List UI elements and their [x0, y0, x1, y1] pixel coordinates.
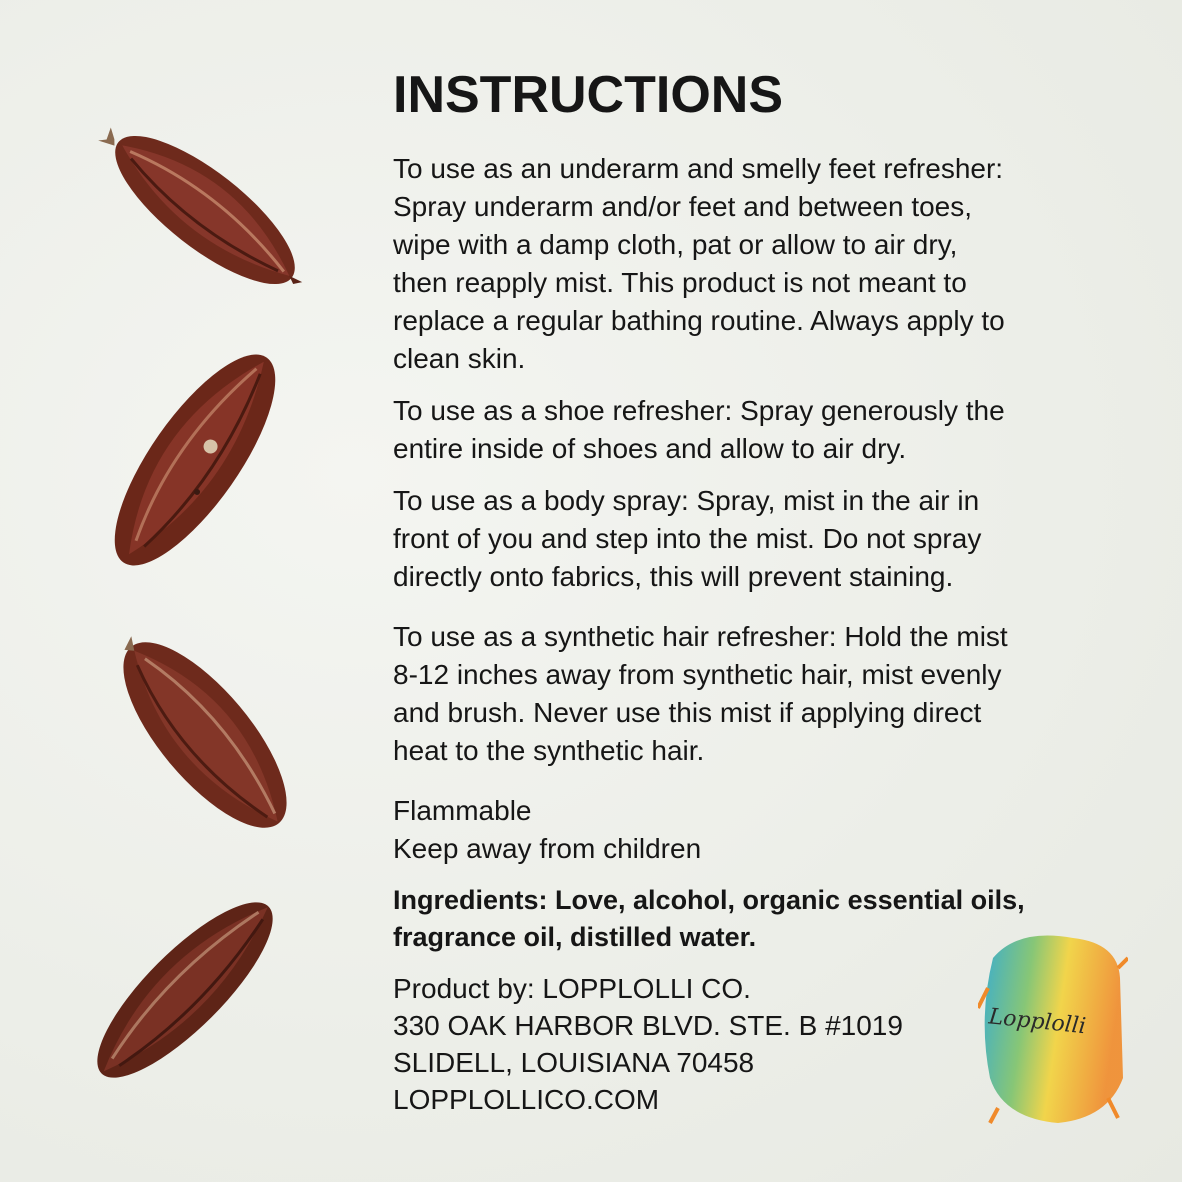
instruction-shoe: To use as a shoe refresher: Spray generously the entire inside of shoes and allow to air dry. — [393, 395, 1005, 464]
warning-flammable: Flammable — [393, 795, 532, 826]
producer-website: LOPPLOLLICO.COM — [393, 1084, 660, 1115]
dried-pod-4 — [70, 885, 300, 1095]
instruction-synthetic-hair: To use as a synthetic hair refresher: Hold the mist 8-12 inches away from synthetic hair, mist evenly and brush. Never use this mist if applying direct heat to the synthetic hair. — [393, 621, 1008, 766]
dried-pod-3 — [90, 620, 320, 850]
producer-name: Product by: LOPPLOLLI CO. — [393, 973, 751, 1004]
logo-text: Lopplolli — [987, 1004, 1088, 1040]
instructions-panel — [393, 62, 1033, 1118]
instruction-underarm: To use as an underarm and smelly feet refresher: Spray underarm and/or feet and between toes, wipe with a damp cloth, pat or allow to air dry, then reapply mist. This product is not meant to replace a regular bathing routine. Always apply to clean skin. — [393, 153, 1005, 374]
warnings — [393, 792, 1033, 868]
producer-street: 330 OAK HARBOR BLVD. STE. B #1019 — [393, 1010, 903, 1041]
page-title: INSTRUCTIONS — [393, 66, 783, 124]
dried-pod-1 — [80, 115, 330, 305]
brand-logo — [978, 918, 1128, 1133]
warning-children: Keep away from children — [393, 833, 702, 864]
producer-address — [393, 970, 1033, 1118]
ingredients-text: Ingredients: Love, alcohol, organic essential oils, fragrance oil, distilled water. — [393, 885, 1025, 952]
instruction-body-spray: To use as a body spray: Spray, mist in the air in front of you and step into the mist. Do not spray directly onto fabrics, this will prevent staining. — [393, 485, 982, 592]
dried-pods-image — [0, 0, 360, 1182]
producer-city: SLIDELL, LOUISIANA 70458 — [393, 1047, 755, 1078]
dried-pod-2 — [75, 330, 315, 590]
